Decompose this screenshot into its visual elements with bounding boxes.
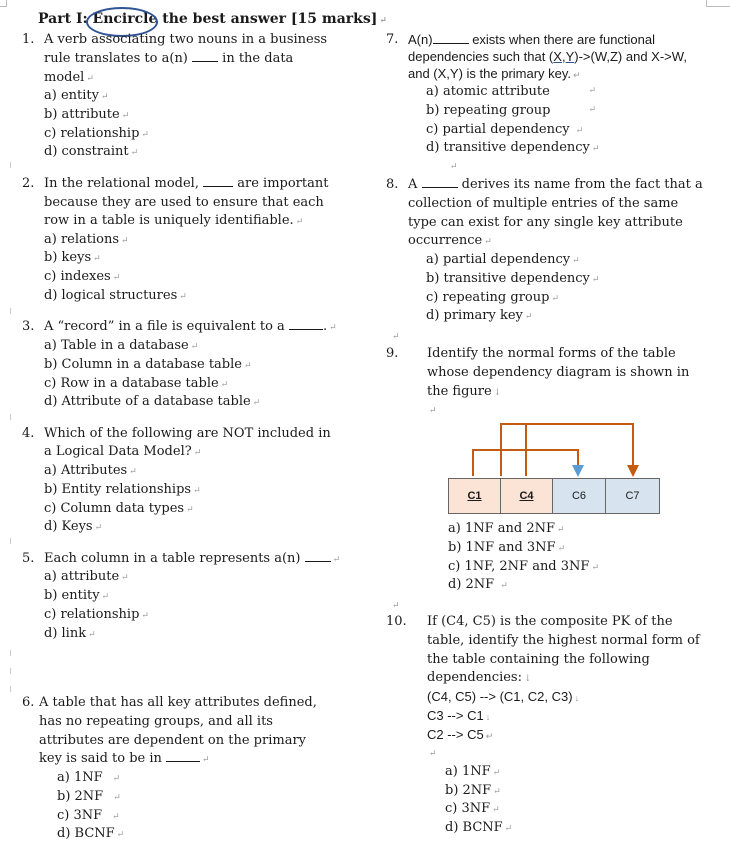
option-d[interactable]: d) Attribute of a database table ↵ <box>44 394 261 409</box>
margin-mark <box>10 414 13 420</box>
question-text: model <box>44 70 85 85</box>
question-text: A table that has all key attributes defined, <box>39 695 317 710</box>
question-text: Identify the normal forms of the table <box>427 346 676 361</box>
question-text: A “record” in a file is equivalent to a <box>44 319 285 334</box>
option-c[interactable]: c) indexes ↵ <box>44 269 121 284</box>
margin-mark <box>10 686 13 692</box>
question-text: has no repeating groups, and all its <box>39 714 273 729</box>
option-d[interactable]: d) transitive dependency ↵ <box>426 140 600 155</box>
option-c[interactable]: c) partial dependency ↵ <box>426 122 584 137</box>
option-c[interactable]: c) Row in a database table ↵ <box>44 376 229 391</box>
question-number: 10. <box>386 614 407 629</box>
question-number: 6. <box>22 695 35 710</box>
page-corner-mark <box>0 0 7 7</box>
question-text: key is said to be in <box>39 751 162 766</box>
question-text: If (C4, C5) is the composite PK of the <box>427 614 673 629</box>
pk-cell-c1: C1 <box>448 478 501 514</box>
answer-blank <box>422 175 458 188</box>
option-d[interactable]: d) logical structures ↵ <box>44 288 187 303</box>
question-text: a Logical Data Model? <box>44 444 192 459</box>
option-b[interactable]: b) Entity relationships ↵ <box>44 482 201 497</box>
answer-blank <box>289 317 323 330</box>
dependency-arrows-orange <box>473 424 633 476</box>
option-d[interactable]: d) BCNF ↵ <box>57 826 125 841</box>
option-a[interactable]: a) relations ↵ <box>44 232 129 247</box>
option-a[interactable]: a) Attributes ↵ <box>44 463 137 478</box>
question-text: whose dependency diagram is shown in <box>427 365 690 380</box>
option-b[interactable]: b) transitive dependency ↵ <box>426 271 600 286</box>
question-text: A(n) <box>408 32 433 47</box>
option-b[interactable]: b) repeating group ↵ <box>426 103 596 118</box>
pk-cell-c4: C4 <box>500 478 553 514</box>
option-a[interactable]: a) Table in a database ↵ <box>44 338 199 353</box>
option-b[interactable]: b) entity ↵ <box>44 588 110 603</box>
question-number: 1. <box>22 32 35 47</box>
question-text: Each column in a table represents a(n) <box>44 551 301 566</box>
option-b[interactable]: b) Column in a database table ↵ <box>44 357 252 372</box>
attr-cell-c6: C6 <box>552 478 606 514</box>
dependency-line: (C4, C5) --> (C1, C2, C3) <box>427 689 573 704</box>
question-number: 4. <box>22 426 35 441</box>
option-a[interactable]: a) 1NF ↵ <box>445 764 501 779</box>
page-title: Part I: Encircle the best answer [15 marks] ↵ <box>38 11 387 27</box>
option-a[interactable]: a) atomic attribute ↵ <box>426 84 596 99</box>
margin-mark <box>10 668 13 674</box>
option-c[interactable]: c) relationship ↵ <box>44 126 149 141</box>
answer-blank <box>305 549 331 562</box>
question-text: because they are used to ensure that each <box>44 195 324 210</box>
option-c[interactable]: c) 1NF, 2NF and 3NF ↵ <box>448 559 599 574</box>
dependency-line: C3 --> C1 <box>427 708 484 723</box>
page-corner-mark <box>706 0 730 7</box>
attr-cell-c7: C7 <box>605 478 660 514</box>
option-a[interactable]: a) partial dependency ↵ <box>426 252 580 267</box>
question-text: table, identify the highest normal form of <box>427 633 700 648</box>
question-number: 7. <box>386 32 399 47</box>
question-text: A verb associating two nouns in a business <box>44 32 328 47</box>
option-c[interactable]: c) 3NF ↵ <box>57 808 120 823</box>
question-text: and (X,Y) is the primary key. <box>408 66 572 81</box>
answer-blank <box>192 49 218 62</box>
answer-blank <box>433 31 469 44</box>
option-b[interactable]: b) 2NF ↵ <box>57 789 121 804</box>
arrowhead-c6 <box>572 465 584 477</box>
option-c[interactable]: c) Column data types ↵ <box>44 501 194 516</box>
question-text: row in a table is uniquely identifiable. <box>44 213 294 228</box>
option-a[interactable]: a) 1NF and 2NF ↵ <box>448 521 565 536</box>
question-number: 9. <box>386 346 399 361</box>
margin-mark <box>10 650 13 656</box>
question-text: attributes are dependent on the primary <box>39 733 307 748</box>
option-c[interactable]: c) 3NF ↵ <box>445 801 500 816</box>
option-d[interactable]: d) primary key ↵ <box>426 308 533 323</box>
question-text: are important <box>237 176 329 191</box>
dependency-line: C2 --> C5 <box>427 727 484 742</box>
option-d[interactable]: d) 2NF ↵ <box>448 577 508 592</box>
option-b[interactable]: b) 1NF and 3NF ↵ <box>448 540 566 555</box>
answer-blank <box>203 174 233 187</box>
option-a[interactable]: a) entity ↵ <box>44 88 109 103</box>
option-a[interactable]: a) attribute ↵ <box>44 569 129 584</box>
margin-mark <box>10 538 13 544</box>
margin-mark <box>10 308 13 314</box>
arrowhead-c7 <box>627 465 639 477</box>
option-b[interactable]: b) 2NF ↵ <box>445 783 501 798</box>
question-text: derives its name from the fact that a <box>461 177 703 192</box>
option-c[interactable]: c) repeating group ↵ <box>426 290 559 305</box>
answer-blank <box>166 749 200 762</box>
question-text: rule translates to a(n) <box>44 51 188 66</box>
option-c[interactable]: c) relationship ↵ <box>44 607 149 622</box>
question-text: exists when there are functional <box>472 32 656 47</box>
margin-mark <box>10 162 13 168</box>
option-a[interactable]: a) 1NF ↵ <box>57 770 121 785</box>
option-d[interactable]: d) link ↵ <box>44 626 96 641</box>
question-text: the figure <box>427 384 492 399</box>
option-d[interactable]: d) BCNF ↵ <box>445 820 513 835</box>
question-text: type can exist for any single key attribute <box>408 215 683 230</box>
question-text: the table containing the following <box>427 652 650 667</box>
question-number: 5. <box>22 551 35 566</box>
question-number: 8. <box>386 177 399 192</box>
option-d[interactable]: d) constraint ↵ <box>44 144 139 159</box>
option-d[interactable]: d) Keys ↵ <box>44 519 103 534</box>
question-text: Which of the following are NOT included in <box>44 426 331 441</box>
question-number: 2. <box>22 176 35 191</box>
question-text: dependencies: <box>427 670 522 685</box>
question-text: occurrence <box>408 233 483 248</box>
option-b[interactable]: b) attribute ↵ <box>44 107 130 122</box>
question-text: In the relational model, <box>44 176 199 191</box>
question-text: in the data <box>222 51 294 66</box>
option-b[interactable]: b) keys ↵ <box>44 250 101 265</box>
question-text: collection of multiple entries of the same <box>408 196 679 211</box>
question-number: 3. <box>22 319 35 334</box>
